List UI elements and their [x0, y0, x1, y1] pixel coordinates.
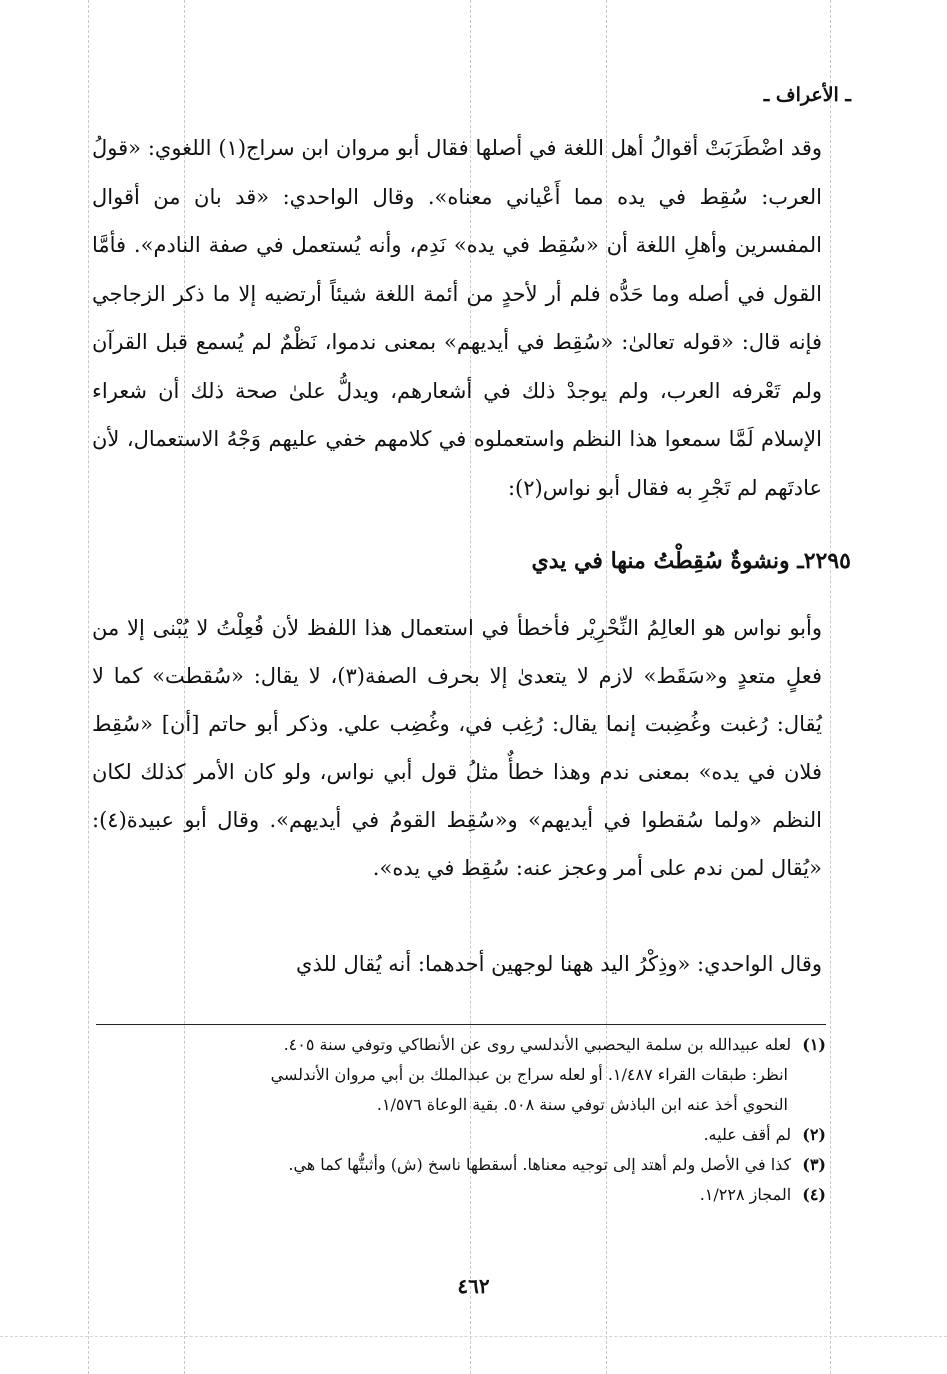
footnote-text: المجاز ١/٢٢٨.	[699, 1185, 792, 1204]
footnote-divider	[96, 1024, 826, 1025]
footnote-3	[96, 1150, 826, 1180]
footnote-number: (٣)	[802, 1155, 826, 1174]
footnote-text: كذا في الأصل ولم أهتد إلى توجيه معناها. أسقطها ناسخ (ش) وأثبتُّها كما هي.	[288, 1155, 792, 1174]
page-number: ٤٦٢	[457, 1274, 490, 1298]
paragraph-3: وقال الواحدي: «وذِكْرُ اليد ههنا لوجهين أحدهما: أنه يُقال للذي	[296, 952, 822, 976]
footnote-text: لعله عبيدالله بن سلمة اليحصبي الأندلسي روى عن الأنطاكي وتوفي سنة ٤٠٥.	[283, 1035, 792, 1054]
main-text-block-2	[92, 604, 822, 892]
guide-line	[0, 1336, 947, 1337]
paragraph-1: وقد اضْطَرَبَتْ أقوالُ أهل اللغة في أصلها فقال أبو مروان ابن سراج(١) اللغوي: «قولُ العرب: سُقِط في يده مما أَعْياني معناه». وقال الواحدي: «قد بان من أقوال المفسرين وأهلِ اللغة أن «سُقِط في يده» نَدِم، وأنه يُستعمل في صفة النادم». فأمَّا القول في أصله وما حَدُّه فلم أر لأحدٍ من أئمة اللغة شيئاً أرتضيه إلا ما ذكر الزجاجي فإنه قال: «قوله تعالىٰ: «سُقِط في أيديهم» بمعنى ندموا، نَظْمٌ لم يُسمع قبل القرآن ولم تَعْرفه العرب، ولم يوجدْ ذلك في أشعارهم، ويدلُّ علىٰ صحة ذلك أن شعراء الإسلام لَمَّا سمعوا هذا النظم واستعملوه في كلامهم خفي عليهم وَجْهُ الاستعمال، لأن عادتَهم لم تَجْرِ به فقال أبو نواس(٢):	[92, 136, 823, 500]
guide-line	[830, 0, 831, 1374]
footnote-4	[96, 1180, 826, 1210]
running-header: ـ الأعراف ـ	[763, 84, 851, 106]
paragraph-2: وأبو نواس هو العالِمُ النِّحْرِيْر فأخطأ في استعمال هذا اللفظ لأن فُعِلْتُ لا يُبْنى إلا من فعلٍ متعدٍ و«سَقَط» لازم لا يتعدىٰ إلا بحرف الصفة(٣)، لا يقال: «سُقطت» كما لا يُقال: رُغبت وغُضِبت إنما يقال: رُغِب في، وغُضِب علي. وذكر أبو حاتم [أن] «سُقِط فلان في يده» بمعنى ندم وهذا خطأٌ مثلُ قول أبي نواس، ولو كان الأمر كذلك لكان النظم «ولما سُقطوا في أيديهم» و«سُقِط القومُ في أيديهم». وقال أبو عبيدة(٤): «يُقال لمن ندم على أمر وعجز عنه: سُقِط في يده».	[92, 616, 822, 880]
footnote-text: لم أقف عليه.	[703, 1125, 792, 1144]
main-text-block	[92, 124, 822, 512]
footnote-number: (٤)	[802, 1185, 826, 1204]
footnote-1-continued: النحوي أخذ عنه ابن الباذش توفي سنة ٥٠٨. بقية الوعاة ١/٥٧٦.	[376, 1095, 788, 1114]
main-text-block-3	[92, 940, 822, 988]
poetry-verse: ٢٢٩٥ـ ونشوةٌ سُقِطْتُ منها في يدي	[531, 548, 851, 574]
footnote-1-continued: انظر: طبقات القراء ١/٤٨٧. أو لعله سراج بن عبدالملك بن أبي مروان الأندلسي	[270, 1065, 788, 1084]
footnote-2	[96, 1120, 826, 1150]
footnote-number: (١)	[802, 1035, 826, 1054]
footnote-1	[96, 1030, 826, 1060]
guide-line	[88, 0, 89, 1374]
footnotes	[96, 1030, 826, 1210]
footnote-number: (٢)	[802, 1125, 826, 1144]
